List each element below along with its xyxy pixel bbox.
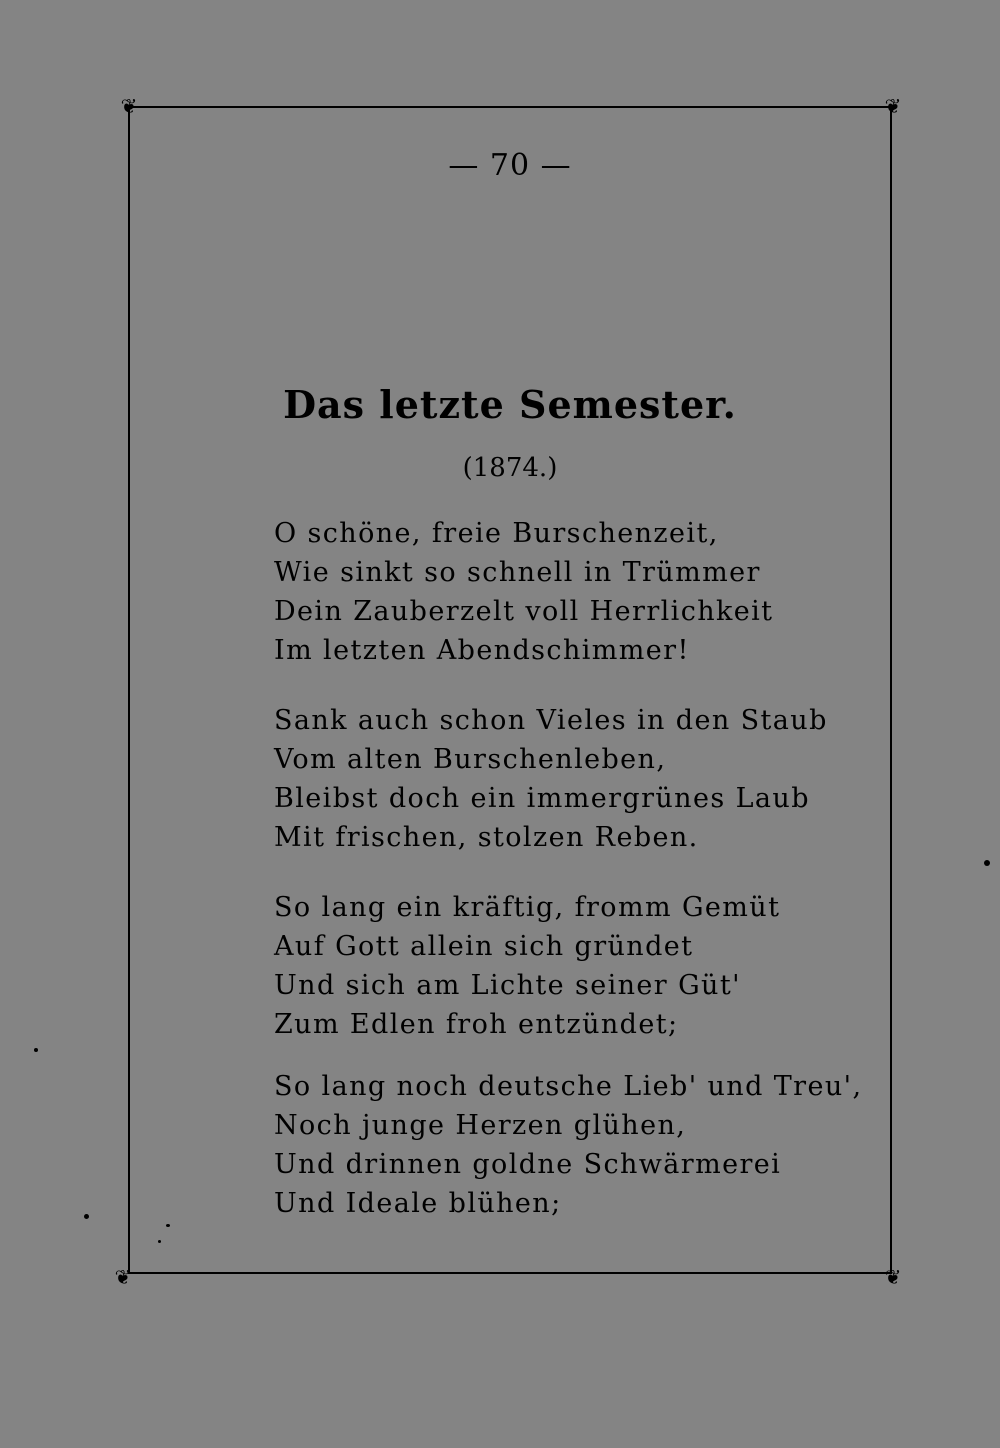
page-number: — 70 — [448,148,572,183]
verse-line: Mit frischen, stolzen Reben. [274,822,699,853]
verse-line: Dein Zauberzelt voll Herrlichkeit [274,596,774,627]
ornament-knot-icon: ❦ [120,94,138,118]
ornament-knot-icon: ❦ [884,1265,902,1289]
verse-line: Wie sinkt so schnell in Trümmer [274,557,761,588]
verse-line: Und Ideale blühen; [274,1188,562,1219]
verse-line: Zum Edlen froh entzündet; [274,1009,679,1040]
ornament-knot-icon: ❦ [114,1265,132,1289]
verse-line: Bleibst doch ein immergrünes Laub [274,783,810,814]
poem-body [274,514,863,1254]
verse-line: Noch junge Herzen glühen, [274,1110,687,1141]
scan-speck [84,1214,89,1219]
verse-line: So lang ein kräftig, fromm Gemüt [274,892,781,923]
scan-speck [984,860,990,866]
scan-speck [158,1240,161,1243]
poem-title: Das letzte Semester. [283,382,737,427]
stanza-2 [274,701,834,857]
stanza-3 [274,888,834,1044]
verse-line: O schöne, freie Burschenzeit, [274,518,719,549]
poem-year: (1874.) [462,453,558,483]
verse-line: Im letzten Abendschimmer! [274,635,690,666]
verse-line: Auf Gott allein sich gründet [274,931,694,962]
ornament-knot-icon: ❦ [884,94,902,118]
verse-line: Sank auch schon Vieles in den Staub [274,705,828,736]
verse-line: So lang noch deutsche Lieb' und Treu', [274,1071,863,1102]
verse-line: Und drinnen goldne Schwärmerei [274,1149,782,1180]
verse-line: Vom alten Burschenleben, [274,744,667,775]
verse-line: Und sich am Lichte seiner Güt' [274,970,741,1001]
scan-speck [34,1048,38,1052]
stanza-1 [274,514,834,670]
stanza-4 [274,1067,863,1223]
scan-speck [166,1224,170,1227]
